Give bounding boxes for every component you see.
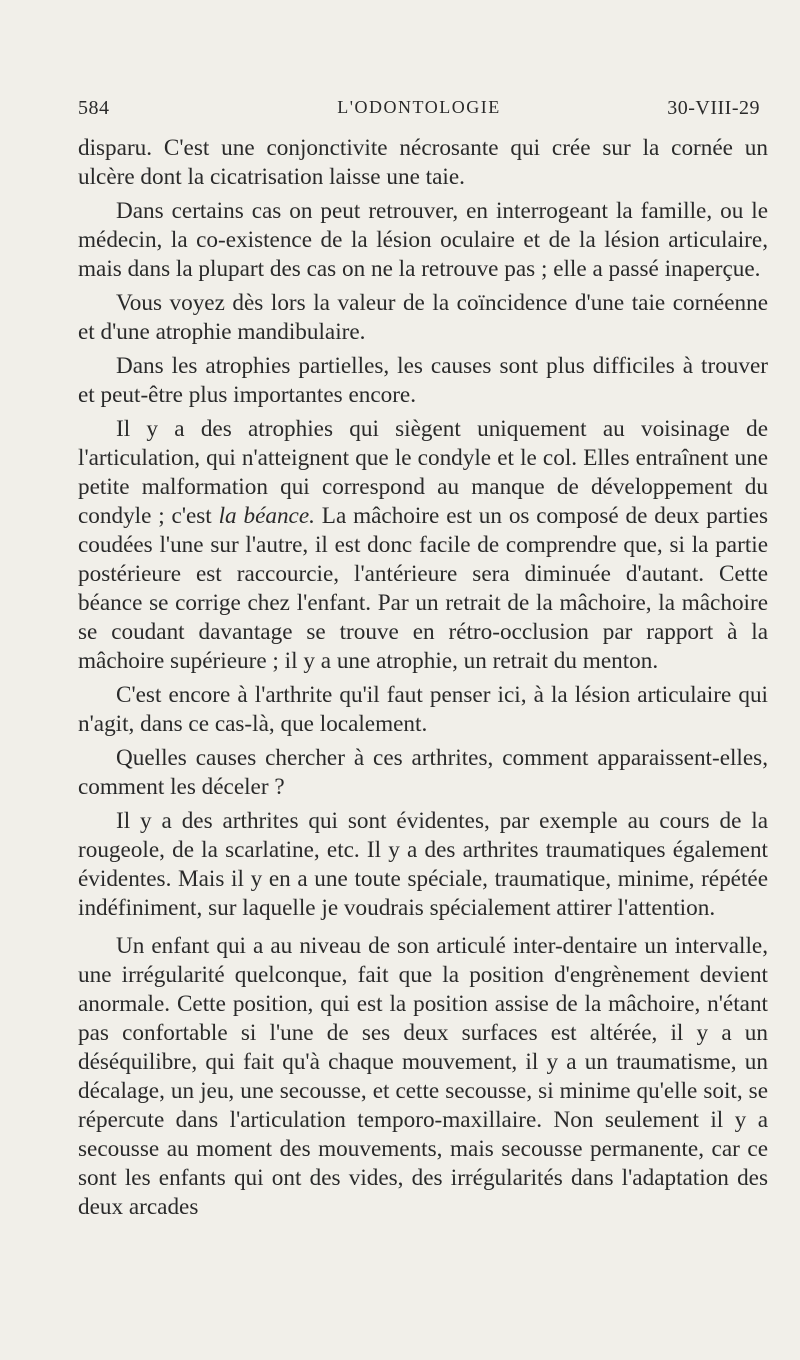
paragraph-text: Il y a des atrophies qui siègent uniquement au voisinage de l'articulation, qui n'atteignent que le condyle et le col. Elles entraînent une petite malformation qui correspond au manque de développement du condyle ; c'est [78, 416, 768, 529]
paragraph-text: La mâchoire est un os composé de deux parties coudées l'une sur l'autre, il est donc facile de comprendre que, si la partie postérieure est raccourcie, l'antérieure sera diminuée d'autant. Cette béance se corrige chez l'enfant. Par un retrait de la mâchoire, la mâchoire se coudant davantage se trouve en rétro-occlusion par rapport à la mâchoire supérieure ; il y a une atrophie, un retrait du menton. [78, 503, 768, 674]
paragraph: Quelles causes chercher à ces arthrites, comment apparaissent-elles, comment les déceler ? [78, 745, 768, 800]
issue-date: 30-VIII-29 [667, 97, 760, 119]
paragraph [78, 415, 768, 676]
journal-title: L'ODONTOLOGIE [337, 97, 501, 117]
emphasis-term: la béance. [218, 503, 315, 529]
paragraph: C'est encore à l'arthrite qu'il faut penser ici, à la lésion articulaire qui n'agit, dans ce cas-là, que localement. [78, 682, 768, 737]
running-header [78, 97, 760, 131]
paragraph: Vous voyez dès lors la valeur de la coïncidence d'une taie cornéenne et d'une atrophie mandibulaire. [78, 290, 768, 345]
paragraph: Dans certains cas on peut retrouver, en interrogeant la famille, ou le médecin, la co-existence de la lésion oculaire et de la lésion articulaire, mais dans la plupart des cas on ne la retrouve pas ; elle a passé inaperçue. [78, 198, 768, 282]
page-number: 584 [78, 97, 110, 119]
paragraph: disparu. C'est une conjonctivite nécrosante qui crée sur la cornée un ulcère dont la cicatrisation laisse une taie. [78, 135, 768, 190]
paragraph: Il y a des arthrites qui sont évidentes, par exemple au cours de la rougeole, de la scarlatine, etc. Il y a des arthrites traumatiques également évidentes. Mais il y en a une toute spéciale, traumatique, minime, répétée indéfiniment, sur laquelle je voudrais spécialement attirer l'attention. [78, 808, 768, 921]
paragraph: Un enfant qui a au niveau de son articulé inter-dentaire un intervalle, une irrégularité quelconque, fait que la position d'engrènement devient anormale. Cette position, qui est la position assise de la mâchoire, n'étant pas confortable si l'une de ses deux surfaces est altérée, il y a un déséquilibre, qui fait qu'à chaque mouvement, il y a un traumatisme, un décalage, un jeu, une secousse, et cette secousse, si minime qu'elle soit, se répercute dans l'articulation temporo-maxillaire. Non seulement il y a secousse au moment des mouvements, mais secousse permanente, car ce sont les enfants qui ont des vides, des irrégularités dans l'adaptation des deux arcades [78, 933, 768, 1220]
paragraph: Dans les atrophies partielles, les causes sont plus difficiles à trouver et peut-être plus importantes encore. [78, 353, 768, 408]
body-text [78, 134, 768, 1227]
